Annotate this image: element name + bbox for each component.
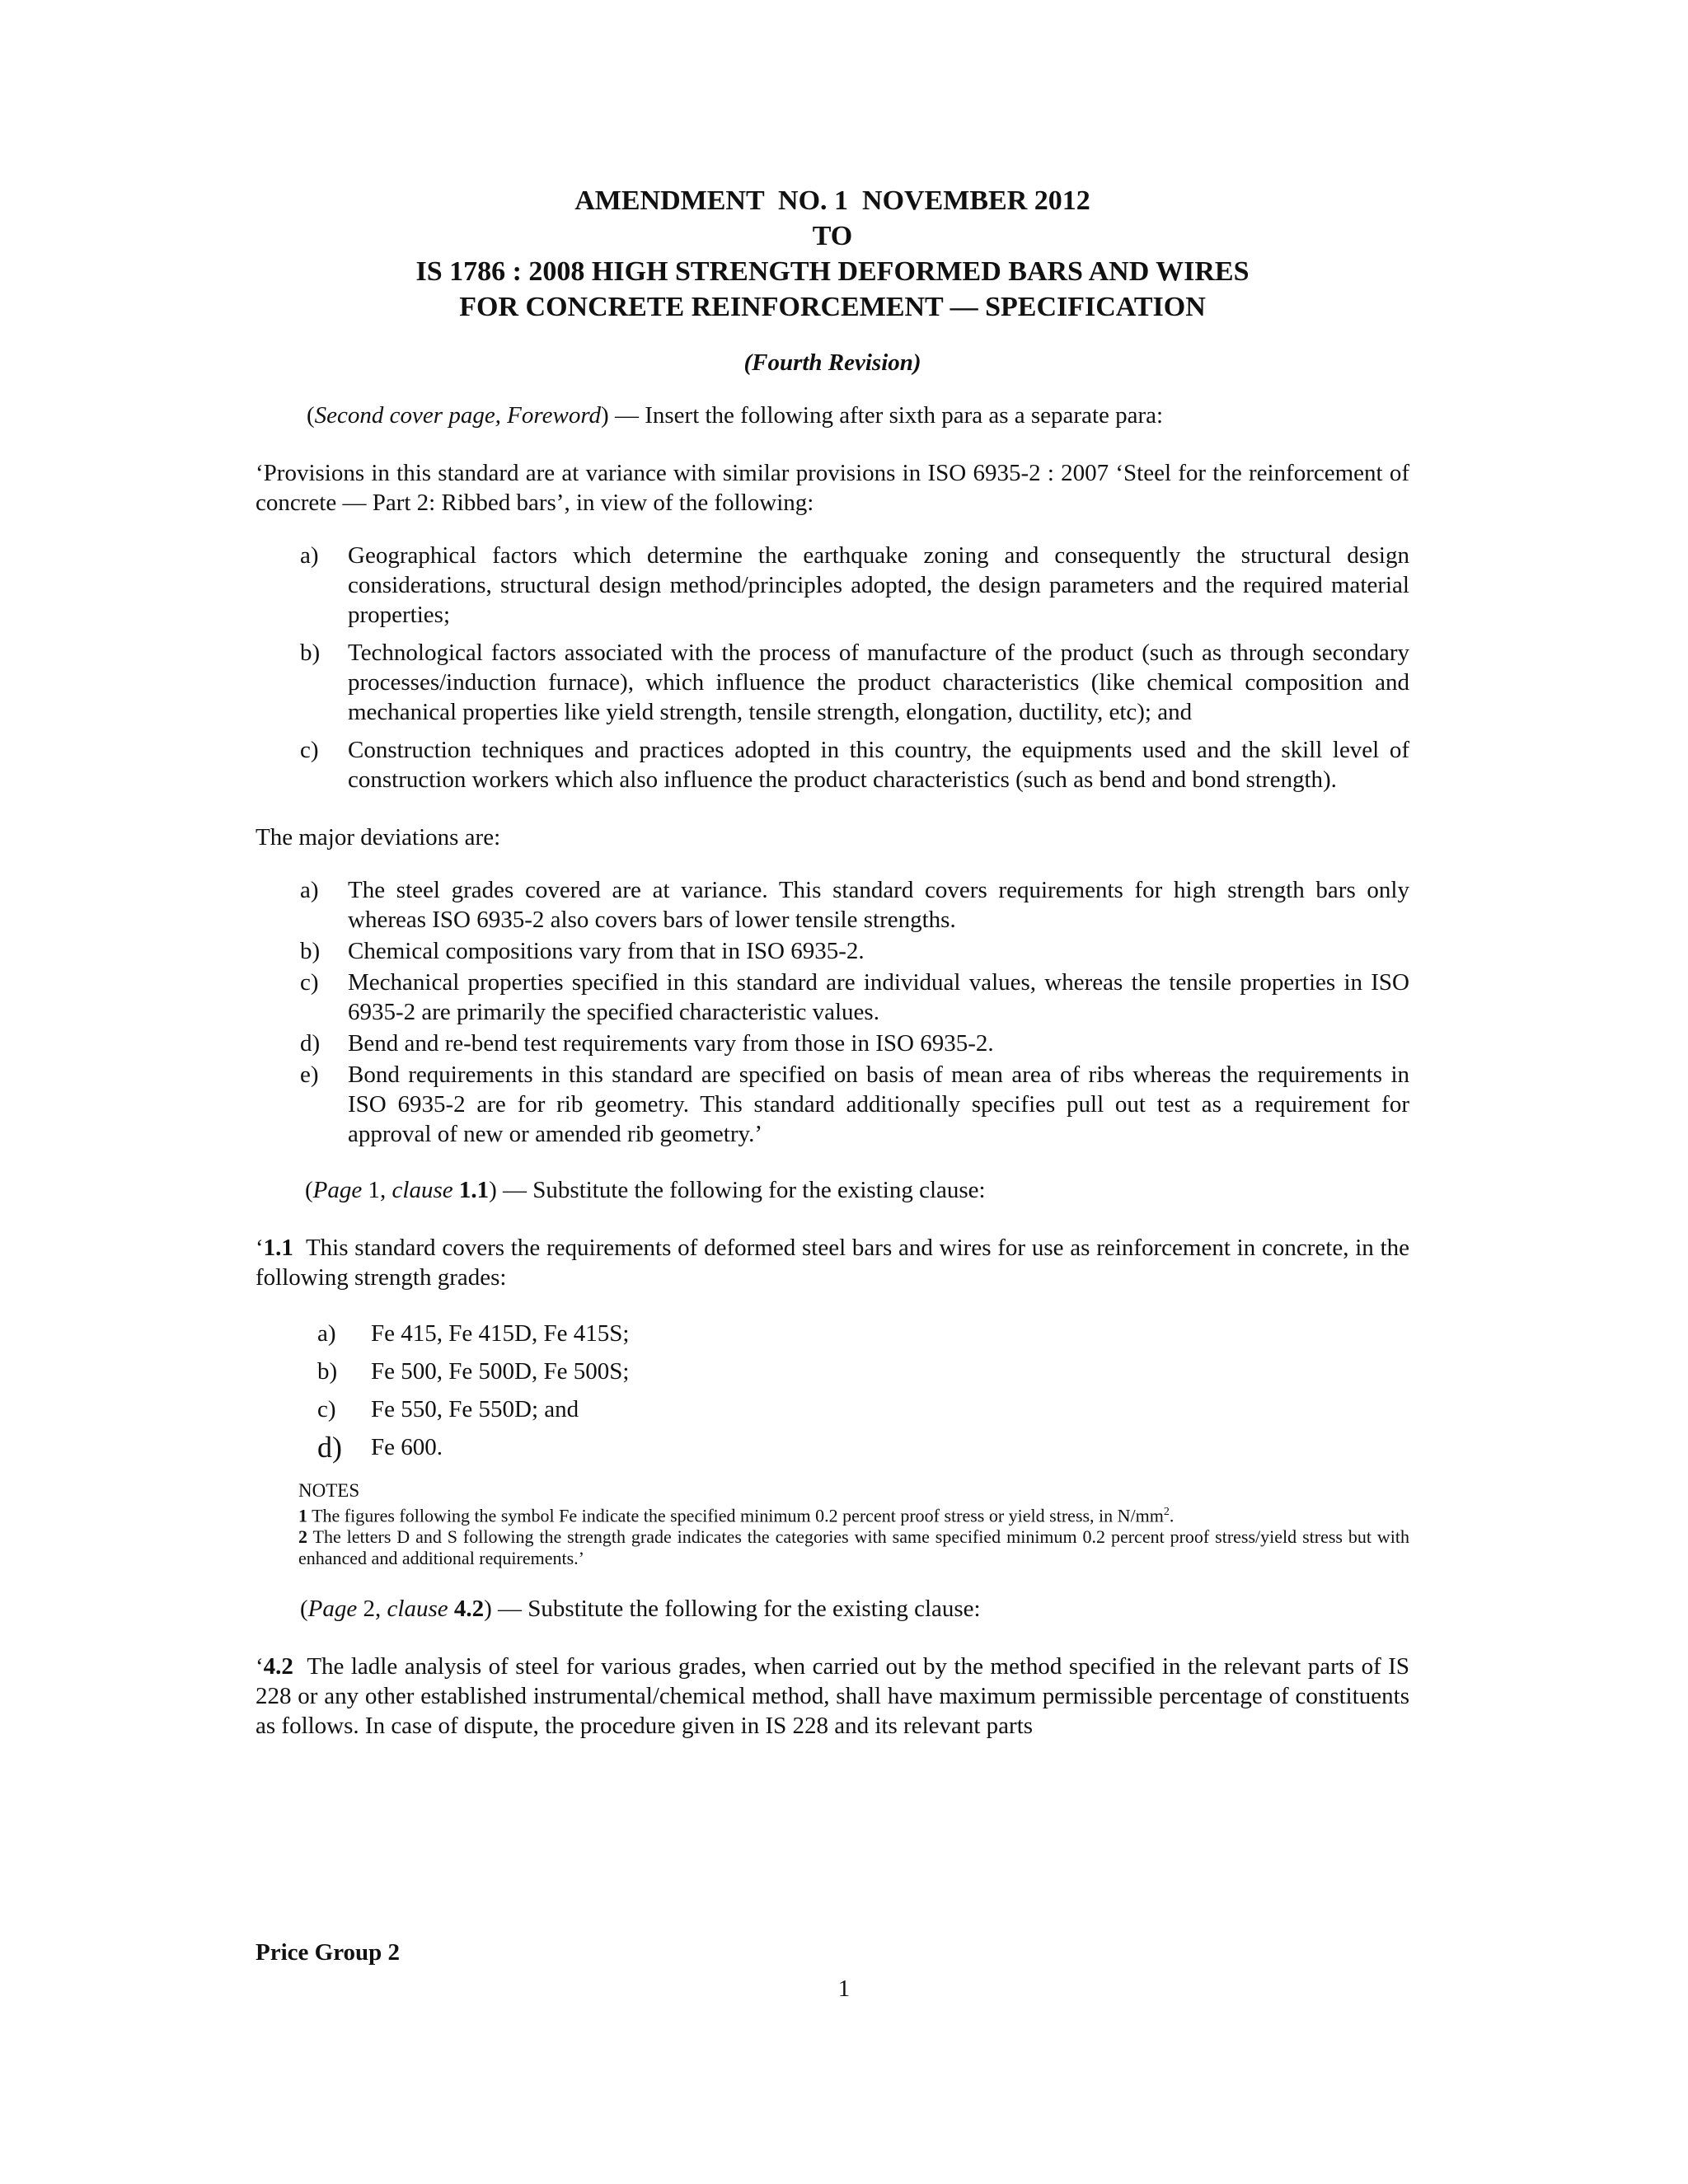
list-text: Fe 500, Fe 500D, Fe 500S; <box>371 1358 630 1385</box>
clause-number: 4.2 <box>263 1653 293 1680</box>
list-marker: a) <box>300 877 319 903</box>
paren-open: ( <box>300 1596 308 1623</box>
list-text: Construction techniques and practices adopted in this country, the equipments used and the skill level of construction workers which also influence the product characteristics (such as bend and bond strength). <box>348 737 1409 793</box>
list-marker: c) <box>300 969 319 996</box>
list-marker: d) <box>300 1030 321 1057</box>
note-text: The figures following the symbol Fe indicate the specified minimum 0.2 percent proof stress or yield stress, in N/mm <box>307 1505 1164 1526</box>
paren-close: ) <box>484 1596 492 1623</box>
title-line-1: AMENDMENT NO. 1 NOVEMBER 2012 <box>574 185 1090 216</box>
title-line-2: TO <box>812 221 853 251</box>
list-item <box>256 735 1409 794</box>
list-marker: c) <box>300 737 319 763</box>
clause-text: This standard covers the requirements of deformed steel bars and wires for use as reinforcement in concrete, in the following strength grades: <box>256 1235 1416 1291</box>
grades-list <box>256 1319 1409 1462</box>
list-marker: a) <box>317 1320 336 1347</box>
notes-block <box>256 1480 1409 1569</box>
provisions-paragraph: ‘Provisions in this standard are at variance with similar provisions in ISO 6935-2 : 2007 ‘Steel for the reinforcement of concrete — Part 2: Ribbed bars’, in view of the following: <box>256 460 1409 516</box>
page-number-ref: 2, <box>357 1596 387 1623</box>
list-item <box>256 1357 1409 1386</box>
list-item <box>256 1394 1409 1424</box>
paren-open: ( <box>307 402 315 429</box>
list-item <box>256 1432 1409 1462</box>
price-group: Price Group 2 <box>256 1939 401 1966</box>
deviations-intro: The major deviations are: <box>256 824 501 851</box>
list-item <box>256 1029 1409 1058</box>
list-item <box>256 968 1409 1027</box>
document-page <box>256 183 1416 1741</box>
page-word: Page <box>312 1177 363 1203</box>
list-item <box>256 1060 1409 1149</box>
note-number: 1 <box>298 1505 307 1526</box>
list-marker: d) <box>317 1431 342 1464</box>
paren-close: ) <box>601 402 609 429</box>
page-number: 1 <box>837 1975 851 2002</box>
clause-number-ref: 4.2 <box>448 1596 485 1623</box>
list-text: Fe 550, Fe 550D; and <box>371 1396 579 1422</box>
clause-word: clause <box>387 1596 448 1623</box>
open-quote: ‘ <box>256 1235 264 1261</box>
instruction-text: — Substitute the following for the existing clause: <box>496 1177 986 1203</box>
note-1 <box>298 1502 1409 1526</box>
instruction-clause-4-2 <box>256 1594 1409 1624</box>
page-number-ref: 1, <box>362 1177 392 1203</box>
list-text: Geographical factors which determine the earthquake zoning and consequently the structural design considerations, structural design method/principles adopted, the design parameters and the required material properties; <box>348 542 1409 628</box>
instruction-text: — Substitute the following for the existing clause: <box>491 1596 981 1623</box>
open-quote: ‘ <box>256 1653 264 1680</box>
note-text: The letters D and S following the strength grade indicates the categories with same specified minimum 0.2 percent proof stress/yield stress but with enhanced and additional requirements.’ <box>298 1526 1409 1569</box>
note-2 <box>298 1526 1409 1569</box>
superscript: 2 <box>1163 1506 1170 1518</box>
page-word: Page <box>307 1596 358 1623</box>
document-title <box>256 183 1409 325</box>
clause-1-1 <box>256 1233 1416 1292</box>
paren-open: ( <box>305 1177 313 1203</box>
list-marker: b) <box>300 640 321 666</box>
list-marker: a) <box>300 542 319 569</box>
list-text: Technological factors associated with the process of manufacture of the product (such as through secondary processes/induction furnace), which influence the product characteristics (like chemical composition and mechanical properties like yield strength, tensile strength, elongation, ductility, etc); and <box>348 640 1409 725</box>
instruction-clause-1-1 <box>256 1175 1409 1205</box>
list-text: The steel grades covered are at variance. This standard covers requirements for high strength bars only whereas ISO 6935-2 also covers bars of lower tensile strengths. <box>348 877 1409 933</box>
list-text: Fe 415, Fe 415D, Fe 415S; <box>371 1320 630 1347</box>
document-subtitle: (Fourth Revision) <box>743 349 921 376</box>
list-text: Fe 600. <box>371 1434 443 1460</box>
list-text: Bond requirements in this standard are specified on basis of mean area of ribs whereas the requirements in ISO 6935-2 are for rib geometry. This standard additionally specifies pull out test as a requirement for approval of new or amended rib geometry.’ <box>348 1062 1409 1147</box>
list-item <box>256 541 1409 630</box>
deviations-list <box>256 875 1409 1149</box>
list-item <box>256 875 1409 935</box>
clause-text: The ladle analysis of steel for various grades, when carried out by the method specified in the relevant parts of IS 228 or any other established instrumental/chemical method, shall have maximum permissible percentage of constituents as follows. In case of dispute, the procedure given in IS 228 and its relevant parts <box>256 1653 1416 1740</box>
list-marker: c) <box>317 1396 336 1422</box>
list-marker: b) <box>300 938 321 964</box>
instruction-foreword <box>256 401 1409 430</box>
title-line-4: FOR CONCRETE REINFORCEMENT — SPECIFICATION <box>459 292 1206 322</box>
list-item <box>256 1319 1409 1348</box>
factors-list <box>256 541 1409 794</box>
list-text: Mechanical properties specified in this standard are individual values, whereas the tensile properties in ISO 6935-2 are primarily the specified characteristic values. <box>348 969 1409 1025</box>
note-end: . <box>1169 1505 1175 1526</box>
list-text: Chemical compositions vary from that in ISO 6935-2. <box>348 938 865 964</box>
notes-heading: NOTES <box>298 1480 360 1501</box>
paren-close: ) <box>489 1177 497 1203</box>
list-text: Bend and re-bend test requirements vary from those in ISO 6935-2. <box>348 1030 994 1057</box>
clause-word: clause <box>392 1177 453 1203</box>
list-marker: b) <box>317 1358 338 1385</box>
list-item <box>256 638 1409 727</box>
title-line-3: IS 1786 : 2008 HIGH STRENGTH DEFORMED BARS AND WIRES <box>415 256 1250 287</box>
note-number: 2 <box>298 1526 307 1548</box>
clause-number-ref: 1.1 <box>452 1177 490 1203</box>
list-marker: e) <box>300 1062 319 1088</box>
instruction-text: — Insert the following after sixth para as a separate para: <box>608 402 1164 429</box>
clause-4-2 <box>256 1652 1416 1741</box>
list-item <box>256 936 1409 966</box>
instruction-ref: Second cover page, Foreword <box>314 402 602 429</box>
clause-number: 1.1 <box>263 1235 293 1261</box>
